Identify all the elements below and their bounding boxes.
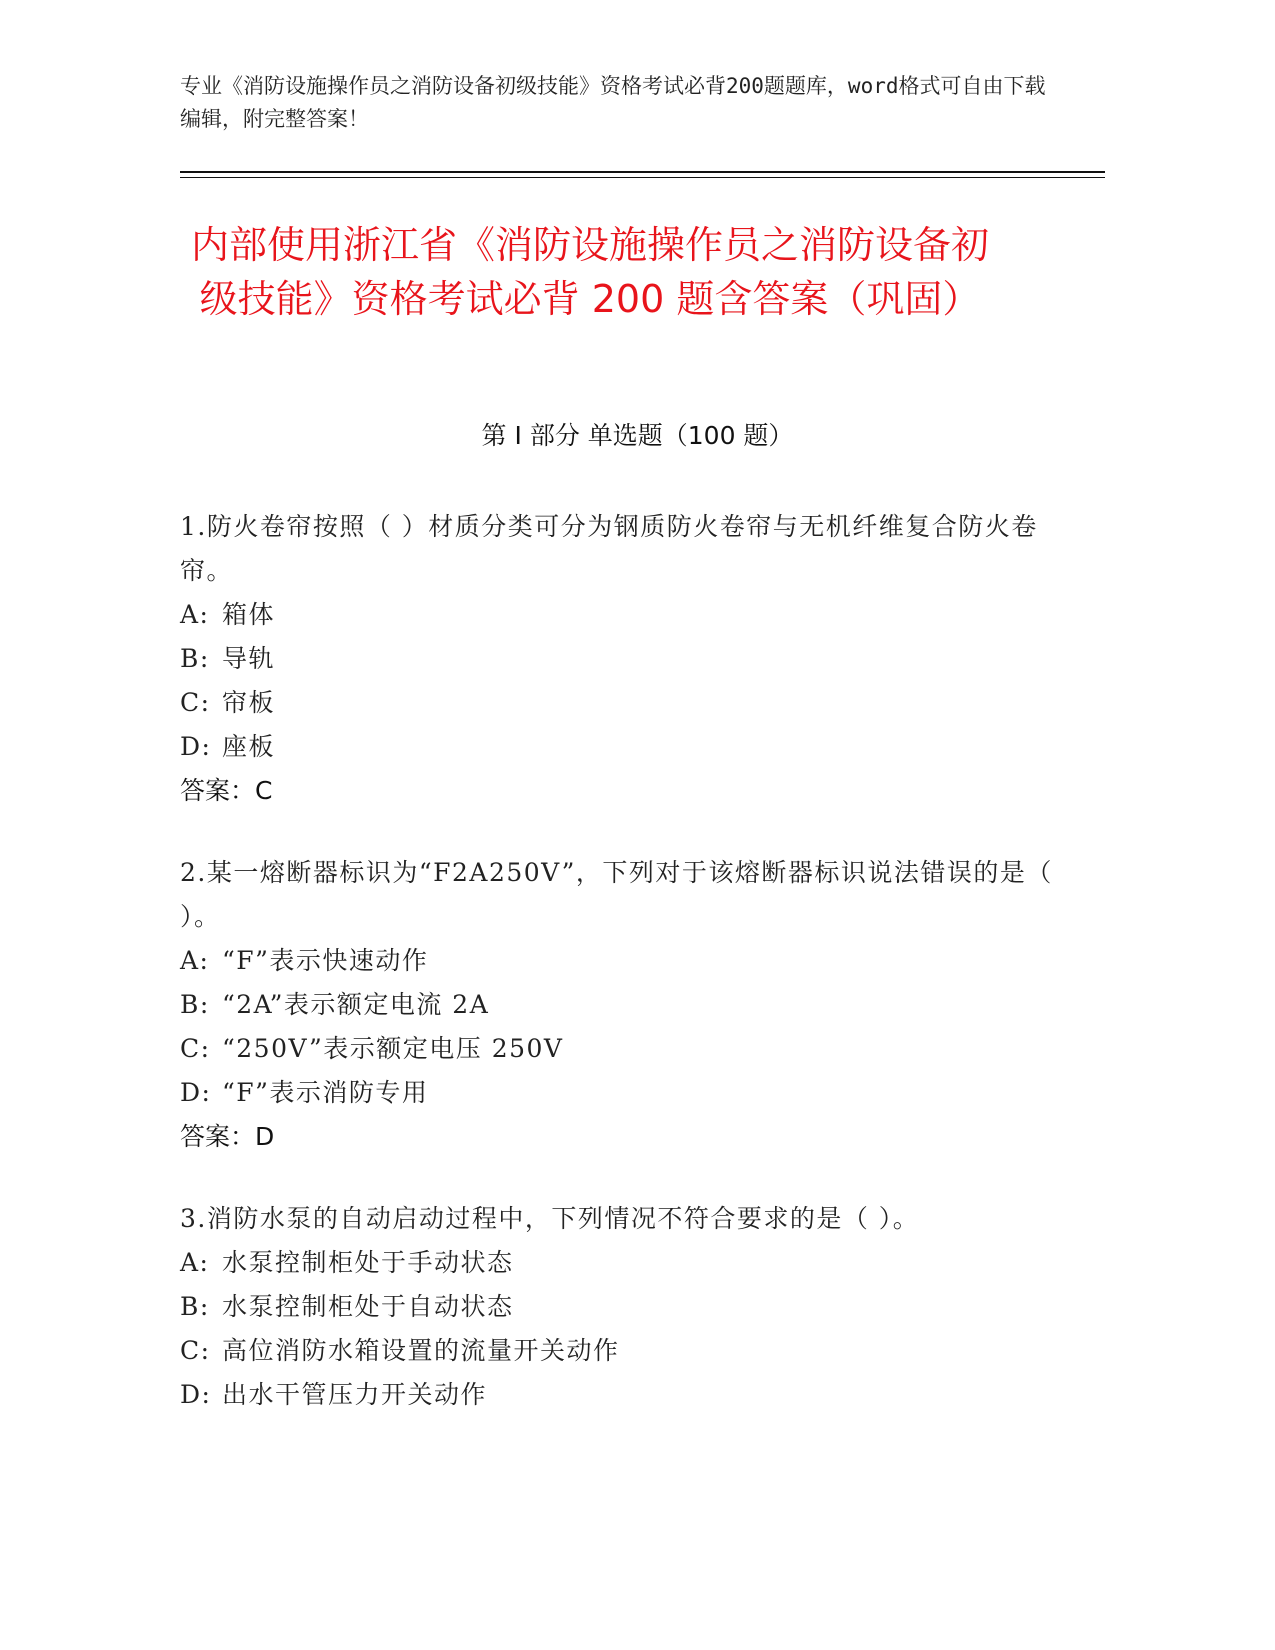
option-label: B: — [180, 644, 210, 673]
option-label: D: — [180, 1380, 212, 1409]
option-b — [180, 983, 1060, 1027]
option-label: D: — [180, 1078, 212, 1107]
header-note: 专业《消防设施操作员之消防设备初级技能》资格考试必背200题题库，word格式可自由下载编辑，附完整答案！ — [180, 74, 1046, 131]
section-heading: 第 I 部分 单选题（100 题） — [481, 421, 794, 450]
option-text: 水泵控制柜处于自动状态 — [222, 1292, 514, 1321]
option-b — [180, 1285, 1060, 1329]
question-text: 3.消防水泵的自动启动过程中，下列情况不符合要求的是（ ）。 — [180, 1204, 920, 1233]
question-list — [180, 505, 1060, 1455]
option-text: “F”表示快速动作 — [222, 946, 429, 975]
option-d — [180, 1373, 1060, 1417]
option-c — [180, 1329, 1060, 1373]
option-label: C: — [180, 688, 211, 717]
document-title: 内部使用浙江省《消防设施操作员之消防设备初级技能》资格考试必背 200 题含答案（巩固） — [190, 223, 989, 321]
question-3 — [180, 1197, 1060, 1417]
question-1 — [180, 505, 1060, 813]
option-label: B: — [180, 990, 210, 1019]
option-text: 水泵控制柜处于手动状态 — [222, 1248, 514, 1277]
option-text: 箱体 — [222, 600, 276, 629]
option-c — [180, 1027, 1060, 1071]
option-c — [180, 681, 1060, 725]
answer: 答案：D — [180, 1122, 275, 1151]
option-d — [180, 725, 1060, 769]
option-text: 出水干管压力开关动作 — [222, 1380, 488, 1409]
answer: 答案：C — [180, 776, 273, 805]
option-a — [180, 593, 1060, 637]
option-a — [180, 939, 1060, 983]
option-text: “F”表示消防专用 — [222, 1078, 429, 1107]
option-label: A: — [180, 946, 210, 975]
option-text: “250V”表示额定电压 250V — [222, 1034, 564, 1063]
question-text: 1.防火卷帘按照（ ）材质分类可分为钢质防火卷帘与无机纤维复合防火卷帘。 — [180, 512, 1038, 585]
header-divider-thin — [180, 177, 1105, 178]
option-label: C: — [180, 1336, 211, 1365]
header-divider-thick — [180, 171, 1105, 173]
option-label: A: — [180, 1248, 210, 1277]
option-text: 帘板 — [222, 688, 276, 717]
option-d — [180, 1071, 1060, 1115]
question-text: 2.某一熔断器标识为“F2A250V”，下列对于该熔断器标识说法错误的是（ ）。 — [180, 858, 1053, 931]
option-text: 导轨 — [222, 644, 276, 673]
question-2 — [180, 851, 1060, 1159]
option-text: 高位消防水箱设置的流量开关动作 — [222, 1336, 620, 1365]
option-label: C: — [180, 1034, 211, 1063]
option-text: 座板 — [222, 732, 276, 761]
option-label: A: — [180, 600, 210, 629]
option-label: B: — [180, 1292, 210, 1321]
option-b — [180, 637, 1060, 681]
option-a — [180, 1241, 1060, 1285]
option-text: “2A”表示额定电流 2A — [222, 990, 490, 1019]
option-label: D: — [180, 732, 212, 761]
